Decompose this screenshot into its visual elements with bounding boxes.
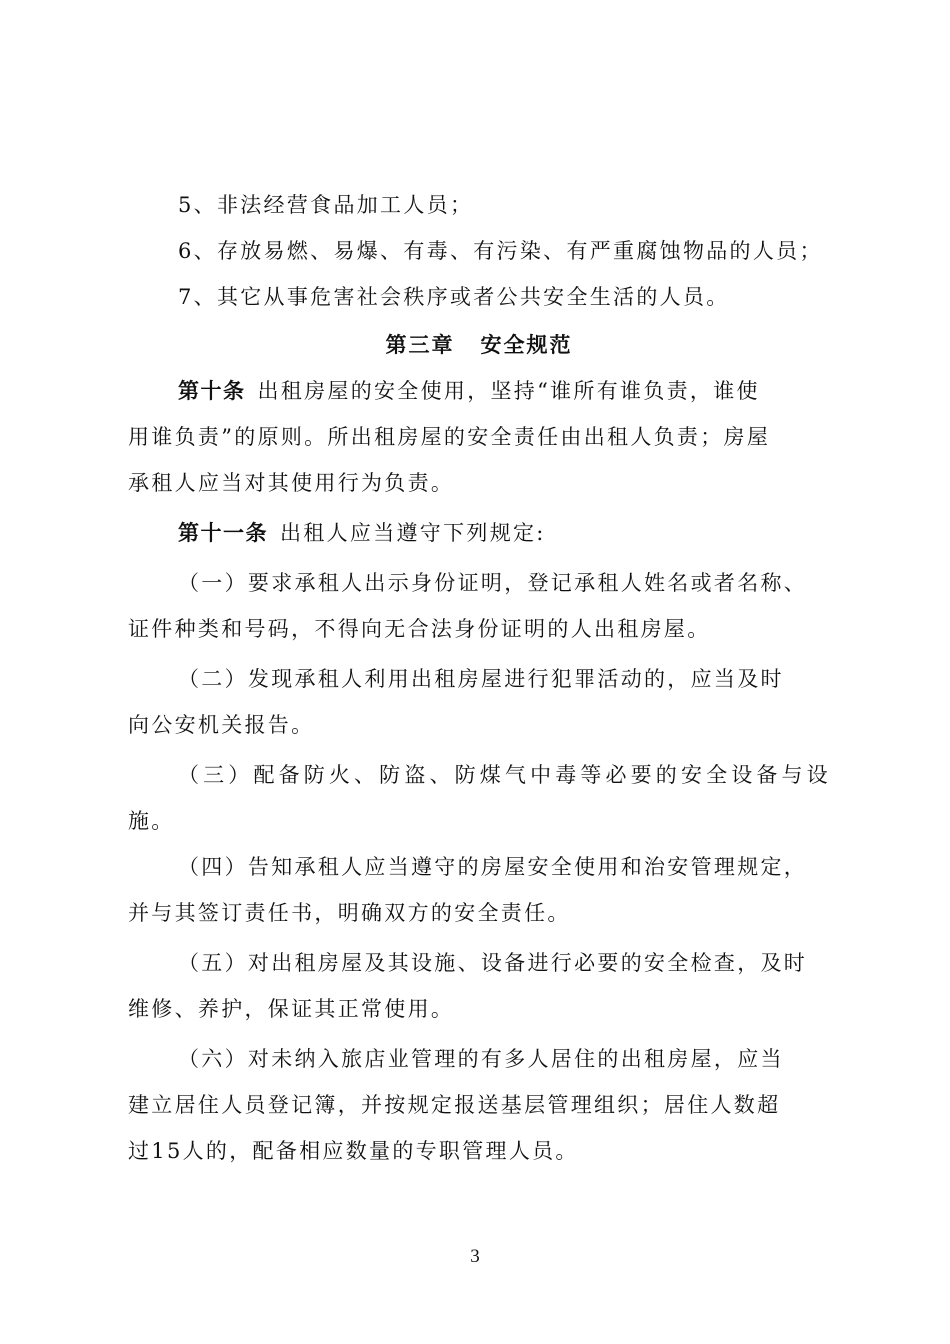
article-11 <box>128 510 830 556</box>
clause-1-line-2: 证件种类和号码，不得向无合法身份证明的人出租房屋。 <box>128 617 711 641</box>
clause-1-cont <box>128 606 830 652</box>
clause-6-line-3: 过15人的，配备相应数量的专职管理人员。 <box>128 1139 579 1163</box>
clause-4-cont <box>128 890 830 936</box>
clause-2-line-2: 向公安机关报告。 <box>128 713 315 737</box>
article-10 <box>128 368 830 414</box>
clause-6-cont <box>128 1082 830 1128</box>
list-item <box>128 182 830 228</box>
clause-6-cont <box>128 1128 830 1174</box>
chapter-number: 第三章 <box>385 333 455 357</box>
article-11-intro: 出租人应当遵守下列规定: <box>280 521 546 545</box>
article-11-label: 第十一条 <box>178 521 268 545</box>
clause-4-line-1: （四）告知承租人应当遵守的房屋安全使用和治安管理规定， <box>178 855 808 879</box>
item-5-text: 5、非法经营食品加工人员； <box>178 193 474 217</box>
clause-6-line-2: 建立居住人员登记簿，并按规定报送基层管理组织；居住人数超 <box>128 1093 781 1117</box>
clause-3 <box>128 752 830 844</box>
chapter-heading <box>128 322 830 368</box>
page-number: 3 <box>470 1246 480 1267</box>
clause-5 <box>128 940 830 986</box>
clause-2-cont <box>128 702 830 748</box>
article-10-label: 第十条 <box>178 379 246 403</box>
clause-5-line-1: （五）对出租房屋及其设施、设备进行必要的安全检查，及时 <box>178 951 808 975</box>
article-10-line-1: 出租房屋的安全使用，坚持“谁所有谁负责，谁使 <box>257 379 760 403</box>
article-10-cont <box>128 414 830 460</box>
article-10-cont <box>128 460 830 506</box>
clause-1-line-1: （一）要求承租人出示身份证明，登记承租人姓名或者名称、 <box>178 571 808 595</box>
list-item <box>128 228 830 274</box>
clause-4 <box>128 844 830 890</box>
item-6-text: 6、存放易燃、易爆、有毒、有污染、有严重腐蚀物品的人员； <box>178 239 823 263</box>
clause-6 <box>128 1036 830 1082</box>
item-7-text: 7、其它从事危害社会秩序或者公共安全生活的人员。 <box>178 285 730 309</box>
clause-3-line-1: （三）配备防火、防盗、防煤气中毒等必要的安全设备与设施。 <box>128 763 830 833</box>
clause-1 <box>128 560 830 606</box>
clause-6-line-1: （六）对未纳入旅店业管理的有多人居住的出租房屋，应当 <box>178 1047 784 1071</box>
clause-5-line-2: 维修、养护，保证其正常使用。 <box>128 997 455 1021</box>
document-body <box>128 182 830 1174</box>
clause-2 <box>128 656 830 702</box>
clause-2-line-1: （二）发现承租人利用出租房屋进行犯罪活动的，应当及时 <box>178 667 784 691</box>
article-10-line-3: 承租人应当对其使用行为负责。 <box>128 471 455 495</box>
clause-5-cont <box>128 986 830 1032</box>
clause-4-line-2: 并与其签订责任书，明确双方的安全责任。 <box>128 901 571 925</box>
list-item <box>128 274 830 320</box>
article-10-line-2: 用谁负责”的原则。所出租房屋的安全责任由出租人负责；房屋 <box>128 425 771 449</box>
chapter-title: 安全规范 <box>480 333 573 357</box>
